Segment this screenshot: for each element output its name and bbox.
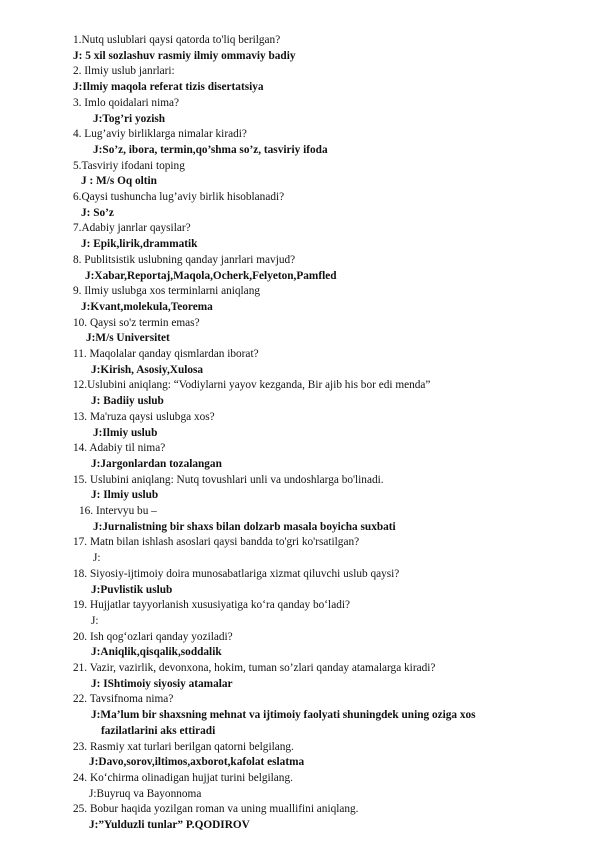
question-line: 3. Imlo qoidalari nima?: [73, 96, 180, 109]
question-line: 18. Siyosiy-ijtimoiy doira munosabatlariga xizmat qiluvchi uslub qaysi?: [73, 567, 400, 580]
answer-line: J: So’z: [81, 206, 114, 219]
question-line: J:: [93, 552, 101, 565]
answer-line: J: Badiiy uslub: [91, 395, 164, 408]
question-line: 14. Adabiy til nima?: [73, 442, 166, 455]
answer-line: J: 5 xil sozlashuv rasmiy ilmiy ommaviy badiy: [73, 49, 296, 62]
answer-line: J:Puvlistik uslub: [91, 583, 173, 596]
answer-line: J:Xabar,Reportaj,Maqola,Ocherk,Felyeton,Pamfled: [85, 269, 337, 282]
question-line: 8. Publitsistik uslubning qanday janrlari mavjud?: [73, 253, 296, 266]
answer-line: J:Ilmiy maqola referat tizis disertatsiya: [73, 81, 264, 94]
answer-line: fazilatlarini aks ettiradi: [101, 724, 216, 737]
answer-line: J:Jargonlardan tozalangan: [91, 457, 222, 470]
question-line: 10. Qaysi so'z termin emas?: [73, 316, 200, 329]
answer-line: J:Aniqlik,qisqalik,soddalik: [91, 646, 222, 659]
question-line: 11. Maqolalar qanday qismlardan iborat?: [73, 348, 259, 360]
question-line: 5.Tasviriy ifodani toping: [73, 159, 185, 172]
question-line: 25. Bobur haqida yozilgan roman va uning muallifini aniqlang.: [73, 803, 359, 816]
question-line: 7.Adabiy janrlar qaysilar?: [73, 222, 191, 235]
answer-line: J:Kirish, Asosiy,Xulosa: [91, 363, 204, 376]
question-line: 15. Uslubini aniqlang: Nutq tovushlari unli va undoshlarga bo'linadi.: [73, 473, 384, 486]
answer-line: J:Tog’ri yozish: [93, 112, 166, 125]
answer-line: J:Ilmiy uslub: [93, 426, 158, 439]
question-line: 21. Vazir, vazirlik, devonxona, hokim, tuman so’zlari qanday atamalarga kiradi?: [73, 662, 436, 674]
question-line: J:Buyruq va Bayonnoma: [89, 787, 202, 800]
question-line: 23. Rasmiy xat turlari berilgan qatorni belgilang.: [73, 740, 294, 753]
answer-line: J:M/s Universitet: [86, 332, 170, 345]
answer-line: J:Jurnalistning bir shaxs bilan dolzarb masala boyicha suxbati: [93, 520, 396, 533]
question-line: 19. Hujjatlar tayyorlanish xususiyatiga ko‘ra qanday bo‘ladi?: [73, 599, 351, 612]
question-line: 17. Matn bilan ishlash asoslari qaysi bandda to'gri ko'rsatilgan?: [73, 536, 360, 549]
question-line: 4. Lug’aviy birliklarga nimalar kiradi?: [73, 128, 247, 141]
answer-line: J:Davo,sorov,iltimos,axborot,kafolat eslatma: [89, 756, 305, 769]
question-line: J:: [91, 614, 99, 627]
question-line: 12.Uslubini aniqlang: “Vodiylarni yayov kezganda, Bir ajib his bor edi menda”: [73, 379, 431, 392]
answer-line: J: Ilmiy uslub: [91, 489, 159, 502]
question-line: 20. Ish qog‘ozlari qanday yoziladi?: [73, 630, 233, 643]
answer-line: J:”Yulduzli tunlar” P.QODIROV: [89, 819, 250, 831]
answer-line: J : M/s Oq oltin: [81, 175, 157, 188]
question-line: 2. Ilmiy uslub janrlari:: [73, 65, 175, 78]
question-line: 24. Ko‘chirma olinadigan hujjat turini belgilang.: [73, 771, 293, 784]
answer-line: J:Ma’lum bir shaxsning mehnat va ijtimoiy faolyati shuningdek uning oziga xos: [91, 709, 476, 722]
answer-line: J:So’z, ibora, termin,qo’shma so’z, tasviriy ifoda: [93, 143, 328, 156]
question-line: 22. Tavsifnoma nima?: [73, 693, 174, 706]
question-line: 1.Nutq uslublari qaysi qatorda to'liq berilgan?: [73, 34, 281, 46]
answer-line: J:Kvant,molekula,Teorema: [81, 300, 213, 313]
answer-line: J: IShtimoiy siyosiy atamalar: [91, 677, 233, 690]
question-line: 16. Intervyu bu –: [79, 505, 157, 517]
question-line: 13. Ma'ruza qaysi uslubga xos?: [73, 410, 215, 423]
question-line: 9. Ilmiy uslubga xos terminlarni aniqlang: [73, 285, 260, 298]
question-line: 6.Qaysi tushuncha lug’aviy birlik hisoblanadi?: [73, 191, 285, 203]
answer-line: J: Epik,lirik,drammatik: [81, 238, 198, 251]
